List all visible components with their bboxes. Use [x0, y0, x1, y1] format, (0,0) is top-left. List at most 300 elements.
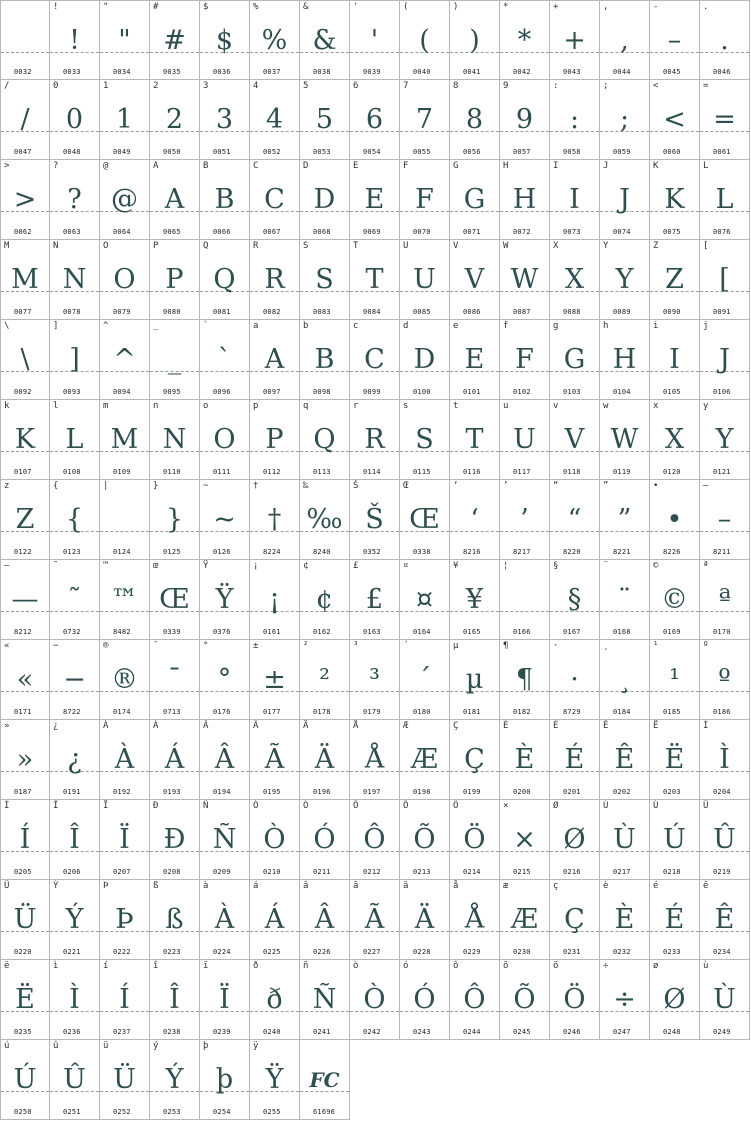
glyph-sample: ÷: [613, 984, 636, 1015]
glyph-cell: [200, 0, 250, 80]
glyph-sample: Z: [15, 504, 35, 535]
glyph-cell: [0, 320, 50, 400]
glyph-cell: [100, 960, 150, 1040]
glyph-cell: [450, 960, 500, 1040]
glyph-sample: ^: [113, 344, 136, 375]
glyph-cell: [300, 0, 350, 80]
glyph-sample: 7: [415, 104, 434, 135]
glyph-code: 0041: [463, 68, 481, 76]
glyph-sample: L: [65, 424, 84, 455]
glyph-cell: [300, 880, 350, 960]
glyph-key-label: i: [653, 321, 659, 331]
glyph-code: 0080: [163, 308, 181, 316]
glyph-key-label: b: [303, 321, 309, 331]
glyph-cell: [550, 800, 600, 880]
glyph-key-label: Æ: [403, 721, 409, 731]
glyph-sample: ¢: [315, 584, 334, 615]
glyph-key-label: ~: [203, 481, 209, 491]
glyph-key-label: |: [103, 481, 109, 491]
glyph-code: 0097: [263, 388, 281, 396]
glyph-key-label: /: [4, 81, 10, 91]
glyph-sample: #: [163, 25, 186, 56]
glyph-sample: °: [217, 664, 232, 695]
glyph-sample: Þ: [115, 904, 134, 935]
glyph-sample: +: [563, 25, 586, 56]
glyph-cell: [300, 960, 350, 1040]
glyph-key-label: é: [653, 881, 659, 891]
glyph-code: 0106: [713, 388, 731, 396]
glyph-sample: «: [16, 664, 34, 695]
glyph-cell: [350, 480, 400, 560]
glyph-cell: [650, 0, 700, 80]
glyph-code: 0242: [363, 1028, 381, 1036]
glyph-key-label: ×: [503, 801, 509, 811]
glyph-code: 0179: [363, 708, 381, 716]
glyph-sample: Ñ: [312, 984, 337, 1015]
glyph-code: 0087: [513, 308, 531, 316]
glyph-sample: Ê: [614, 744, 635, 775]
glyph-key-label: D: [303, 161, 309, 171]
glyph-code: 0045: [663, 68, 681, 76]
glyph-cell: [450, 800, 500, 880]
glyph-code: 0181: [463, 708, 481, 716]
glyph-key-label: Þ: [103, 881, 109, 891]
glyph-code: 0177: [263, 708, 281, 716]
glyph-key-label: Í: [4, 801, 10, 811]
glyph-code: 0098: [313, 388, 331, 396]
glyph-key-label: ¯: [153, 641, 159, 651]
glyph-key-label: Ñ: [203, 801, 209, 811]
glyph-key-label: ®: [103, 641, 109, 651]
glyph-key-label: À: [103, 721, 109, 731]
glyph-cell: [450, 480, 500, 560]
glyph-code: 8729: [563, 708, 581, 716]
glyph-sample: /: [20, 104, 30, 135]
glyph-cell: [50, 960, 100, 1040]
glyph-key-label: r: [353, 401, 359, 411]
glyph-cell: [100, 240, 150, 320]
glyph-key-label: å: [453, 881, 459, 891]
glyph-sample: H: [512, 184, 537, 215]
glyph-key-label: C: [253, 161, 259, 171]
glyph-key-label: k: [4, 401, 10, 411]
glyph-code: 0244: [463, 1028, 481, 1036]
glyph-cell: [550, 160, 600, 240]
glyph-code: 0104: [613, 388, 631, 396]
glyph-code: 8722: [63, 708, 81, 716]
glyph-cell: [350, 240, 400, 320]
glyph-code: 0086: [463, 308, 481, 316]
glyph-sample: R: [264, 264, 285, 295]
glyph-code: 0205: [14, 868, 32, 876]
glyph-code: 0052: [263, 148, 281, 156]
glyph-cell: [150, 400, 200, 480]
glyph-code: 0200: [513, 788, 531, 796]
glyph-key-label: \: [4, 321, 10, 331]
glyph-key-label: È: [503, 721, 509, 731]
glyph-sample: †: [267, 504, 282, 535]
glyph-code: 0224: [213, 948, 231, 956]
glyph-key-label: N: [53, 241, 59, 251]
glyph-code: 0207: [113, 868, 131, 876]
glyph-cell: [0, 480, 50, 560]
glyph-sample: ×: [513, 824, 536, 855]
glyph-sample: Ý: [165, 1064, 184, 1095]
glyph-sample: Œ: [409, 504, 440, 535]
glyph-sample: K: [14, 424, 36, 455]
glyph-cell: [100, 640, 150, 720]
glyph-cell: [300, 480, 350, 560]
glyph-cell: [0, 960, 50, 1040]
glyph-cell: [500, 240, 550, 320]
glyph-cell: [100, 800, 150, 880]
glyph-cell: [650, 560, 700, 640]
glyph-cell: [250, 880, 300, 960]
glyph-sample: Å: [364, 744, 385, 775]
glyph-cell: [450, 160, 500, 240]
glyph-code: 0078: [63, 308, 81, 316]
glyph-key-label: »: [4, 721, 10, 731]
glyph-cell: [250, 560, 300, 640]
glyph-cell: [550, 880, 600, 960]
glyph-sample: O: [113, 264, 136, 295]
glyph-code: 0115: [413, 468, 431, 476]
glyph-key-label: †: [253, 481, 259, 491]
glyph-sample: ‘: [470, 504, 479, 535]
glyph-sample: D: [313, 184, 336, 215]
glyph-sample: Q: [313, 424, 336, 455]
glyph-key-label: ‰: [303, 481, 309, 491]
glyph-sample: ·: [570, 664, 579, 695]
glyph-sample: ³: [369, 664, 380, 695]
glyph-code: 0046: [713, 68, 731, 76]
glyph-sample: Z: [665, 264, 684, 295]
glyph-code: 0054: [363, 148, 381, 156]
glyph-sample: U: [413, 264, 436, 295]
glyph-cell: [250, 160, 300, 240]
glyph-code: 0234: [713, 948, 731, 956]
glyph-code: 0085: [413, 308, 431, 316]
glyph-key-label: [: [703, 241, 709, 251]
glyph-code: 0034: [113, 68, 131, 76]
glyph-sample: N: [62, 264, 87, 295]
glyph-cell: [700, 240, 750, 320]
glyph-key-label: ¥: [453, 561, 459, 571]
glyph-sample: ¶: [515, 664, 534, 695]
glyph-sample: Ä: [414, 904, 435, 935]
glyph-sample: I: [569, 184, 580, 215]
glyph-code: 0201: [563, 788, 581, 796]
glyph-key-label: e: [453, 321, 459, 331]
glyph-cell: [400, 720, 450, 800]
glyph-key-label: a: [253, 321, 259, 331]
glyph-code: 0212: [363, 868, 381, 876]
glyph-code: 0042: [513, 68, 531, 76]
glyph-cell: [700, 640, 750, 720]
glyph-cell: [300, 720, 350, 800]
glyph-key-label: Ü: [4, 881, 10, 891]
glyph-sample: ,: [620, 25, 629, 56]
glyph-sample: [1, 19, 49, 63]
glyph-sample: Ì: [719, 744, 730, 775]
glyph-code: 0229: [463, 948, 481, 956]
glyph-key-label: *: [503, 2, 509, 12]
glyph-code: 0206: [63, 868, 81, 876]
glyph-sample: Æ: [410, 744, 439, 775]
glyph-cell: [0, 0, 50, 80]
glyph-key-label: Ì: [703, 721, 709, 731]
glyph-key-label: 8: [453, 81, 459, 91]
glyph-code: 0243: [413, 1028, 431, 1036]
glyph-cell: [300, 240, 350, 320]
glyph-sample: U: [513, 424, 536, 455]
glyph-cell: [650, 80, 700, 160]
glyph-key-label: ð: [253, 961, 259, 971]
glyph-cell: [200, 1040, 250, 1120]
glyph-code: 0083: [313, 308, 331, 316]
glyph-key-label: Û: [703, 801, 709, 811]
glyph-sample: X: [564, 264, 585, 295]
glyph-key-label: G: [453, 161, 459, 171]
glyph-sample: 9: [515, 104, 534, 135]
glyph-code: 0118: [563, 468, 581, 476]
glyph-sample: ¯: [167, 664, 182, 695]
glyph-sample: ”: [617, 504, 632, 535]
glyph-cell: [100, 480, 150, 560]
glyph-code: 0048: [63, 148, 81, 156]
glyph-code: 0245: [513, 1028, 531, 1036]
glyph-code: 0125: [163, 548, 181, 556]
glyph-code: 0233: [663, 948, 681, 956]
glyph-sample: *: [517, 25, 532, 56]
glyph-cell: [100, 720, 150, 800]
glyph-key-label: T: [353, 241, 359, 251]
glyph-cell: [550, 400, 600, 480]
glyph-code: 0202: [613, 788, 631, 796]
glyph-code: 0228: [413, 948, 431, 956]
glyph-code: 0249: [713, 1028, 731, 1036]
glyph-cell: [250, 960, 300, 1040]
glyph-cell: [600, 960, 650, 1040]
glyph-key-label: ’: [503, 481, 509, 491]
glyph-cell: [600, 320, 650, 400]
glyph-cell: [350, 560, 400, 640]
glyph-key-label: ï: [203, 961, 209, 971]
glyph-sample: Ï: [219, 984, 230, 1015]
glyph-code: 0338: [413, 548, 431, 556]
glyph-sample: Ñ: [212, 824, 237, 855]
glyph-cell: [550, 960, 600, 1040]
glyph-cell: [300, 800, 350, 880]
glyph-cell: [300, 80, 350, 160]
glyph-cell: [550, 480, 600, 560]
glyph-sample: B: [314, 344, 335, 375]
glyph-code: 0239: [213, 1028, 231, 1036]
glyph-code: 0204: [713, 788, 731, 796]
glyph-cell: [500, 480, 550, 560]
glyph-key-label: þ: [203, 1041, 209, 1051]
glyph-sample: Ê: [714, 904, 735, 935]
glyph-cell: [500, 720, 550, 800]
glyph-sample: ;: [619, 104, 630, 135]
glyph-key-label: >: [4, 161, 10, 171]
glyph-cell: [300, 160, 350, 240]
glyph-sample: ð: [266, 984, 283, 1015]
glyph-key-label: ô: [453, 961, 459, 971]
glyph-key-label: Ï: [103, 801, 109, 811]
glyph-code: 8226: [663, 548, 681, 556]
glyph-cell: [400, 400, 450, 480]
glyph-code: 0174: [113, 708, 131, 716]
glyph-sample: 3: [215, 104, 234, 135]
glyph-key-label: ?: [53, 161, 59, 171]
glyph-cell: [350, 0, 400, 80]
glyph-key-label: Ø: [553, 801, 559, 811]
glyph-code: 0376: [213, 628, 231, 636]
glyph-cell: [400, 160, 450, 240]
glyph-key-label: û: [53, 1041, 59, 1051]
glyph-key-label: ª: [703, 561, 709, 571]
glyph-key-label: Ä: [303, 721, 309, 731]
glyph-key-label: ·: [553, 641, 559, 651]
glyph-sample: W: [610, 424, 639, 455]
glyph-code: 0238: [163, 1028, 181, 1036]
glyph-cell: [150, 560, 200, 640]
glyph-sample: ]: [69, 344, 80, 375]
glyph-sample: Á: [264, 904, 285, 935]
glyph-key-label: J: [603, 161, 609, 171]
glyph-code: 0251: [63, 1108, 81, 1116]
glyph-cell: [450, 80, 500, 160]
glyph-code: 0161: [263, 628, 281, 636]
glyph-code: 0184: [613, 708, 631, 716]
glyph-sample: Ù: [713, 984, 736, 1015]
glyph-code: 0167: [563, 628, 581, 636]
glyph-sample: }: [165, 504, 184, 535]
glyph-code: 0182: [513, 708, 531, 716]
glyph-sample: Ë: [664, 744, 685, 775]
glyph-sample: [500, 578, 549, 622]
glyph-cell: [400, 960, 450, 1040]
glyph-sample: ¹: [669, 664, 680, 695]
glyph-sample: _: [167, 344, 182, 375]
glyph-sample: F: [515, 344, 534, 375]
glyph-code: 0095: [163, 388, 181, 396]
glyph-key-label: Ê: [603, 721, 609, 731]
glyph-sample: E: [364, 184, 385, 215]
glyph-key-label: 4: [253, 81, 259, 91]
glyph-code: 0195: [263, 788, 281, 796]
glyph-cell: [550, 240, 600, 320]
glyph-sample: Ø: [663, 984, 686, 1015]
glyph-sample: ‰: [306, 504, 343, 535]
glyph-cell: [500, 320, 550, 400]
glyph-code: 0072: [513, 228, 531, 236]
glyph-code: 0117: [513, 468, 531, 476]
glyph-key-label: X: [553, 241, 559, 251]
glyph-key-label: I: [553, 161, 559, 171]
glyph-sample: Ö: [463, 824, 486, 855]
glyph-sample: •: [666, 504, 683, 535]
glyph-code: 0247: [613, 1028, 631, 1036]
glyph-key-label: ÷: [603, 961, 609, 971]
glyph-code: 0218: [663, 868, 681, 876]
glyph-key-label: 1: [103, 81, 109, 91]
glyph-key-label: =: [703, 81, 709, 91]
glyph-sample: Ü: [13, 904, 37, 935]
glyph-sample: ’: [520, 504, 529, 535]
glyph-sample: À: [214, 904, 235, 935]
glyph-key-label: î: [153, 961, 159, 971]
glyph-sample: Ÿ: [215, 584, 234, 615]
glyph-key-label: ë: [4, 961, 10, 971]
glyph-sample: 6: [365, 104, 384, 135]
glyph-code: 8240: [313, 548, 331, 556]
glyph-cell: [500, 400, 550, 480]
glyph-cell: [150, 640, 200, 720]
glyph-sample: N: [162, 424, 187, 455]
glyph-sample: Ë: [15, 984, 35, 1015]
glyph-code: 0066: [213, 228, 231, 236]
glyph-code: 0088: [563, 308, 581, 316]
glyph-key-label: ¸: [603, 641, 609, 651]
glyph-key-label: Å: [353, 721, 359, 731]
glyph-code: 0209: [213, 868, 231, 876]
glyph-key-label: Z: [653, 241, 659, 251]
glyph-key-label: V: [453, 241, 459, 251]
glyph-cell: [600, 560, 650, 640]
glyph-cell: [50, 0, 100, 80]
glyph-cell: [250, 720, 300, 800]
glyph-cell: [300, 560, 350, 640]
glyph-code: 0235: [14, 1028, 32, 1036]
glyph-sample: T: [465, 424, 484, 455]
glyph-key-label: j: [703, 321, 709, 331]
glyph-key-label: U: [403, 241, 409, 251]
glyph-sample: Î: [69, 824, 80, 855]
glyph-code: 8211: [713, 548, 731, 556]
glyph-key-label: x: [653, 401, 659, 411]
glyph-code: 0120: [663, 468, 681, 476]
glyph-key-label: ': [353, 2, 359, 12]
glyph-sample: Î: [169, 984, 180, 1015]
glyph-key-label: Ó: [303, 801, 309, 811]
glyph-sample: P: [265, 424, 284, 455]
glyph-cell: [550, 80, 600, 160]
glyph-code: 0215: [513, 868, 531, 876]
glyph-key-label: ú: [4, 1041, 10, 1051]
glyph-cell: [400, 240, 450, 320]
glyph-cell: [250, 640, 300, 720]
glyph-cell: [600, 880, 650, 960]
glyph-sample: :: [569, 104, 580, 135]
glyph-key-label: Â: [203, 721, 209, 731]
glyph-key-label: ¦: [503, 561, 509, 571]
glyph-sample: ±: [263, 664, 286, 695]
glyph-key-label: O: [103, 241, 109, 251]
glyph-code: 0121: [713, 468, 731, 476]
glyph-code: 0093: [63, 388, 81, 396]
glyph-key-label: ù: [703, 961, 709, 971]
glyph-sample: 2: [165, 104, 184, 135]
glyph-code: 0056: [463, 148, 481, 156]
glyph-code: 0197: [363, 788, 381, 796]
glyph-code: 8221: [613, 548, 631, 556]
font-logo-glyph: FC: [309, 1068, 340, 1092]
glyph-key-label: ^: [103, 321, 109, 331]
glyph-key-label: Œ: [403, 481, 409, 491]
glyph-key-label: $: [203, 2, 209, 12]
